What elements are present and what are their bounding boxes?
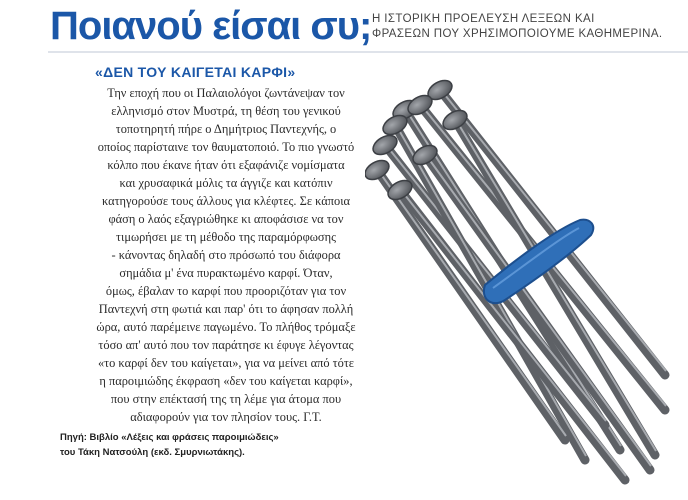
article-source (60, 430, 279, 460)
body-line: τόσο απ' αυτό που τον παράτησε κι έφυγε λέγοντας (98, 338, 354, 352)
subtitle-line: Η ΙΣΤΟΡΙΚΗ ΠΡΟΕΛΕΥΣΗ ΛΕΞΕΩΝ ΚΑΙ (372, 13, 595, 25)
body-line: και χρυσαφικά μόλις τα άγγιζε και κατόπιν (119, 176, 333, 190)
source-line: του Τάκη Νατσούλη (εκδ. Σμυρνιωτάκης). (60, 447, 245, 458)
body-line: κατηγορούσε τους άλλους για κλέφτες. Σε κάποια (101, 194, 351, 208)
page-subtitle (372, 12, 663, 42)
body-line: - κάνοντας δηλαδή στο πρόσωπό του διάφορα (111, 248, 341, 262)
body-line: κόλπο που έκανε ήταν ότι εξαφάνιζε νομίσματα (107, 158, 345, 172)
page-title: Ποιανού είσαι συ; (50, 4, 372, 48)
page-header (0, 0, 688, 60)
body-line: Παντεχνή στη φωτιά και παρ' ότι το άφησαν πολλή (98, 302, 354, 316)
body-line: αδιαφορούν για τον πλησίον τους. Γ.Τ. (130, 410, 322, 424)
body-line: η παροιμιώδης έκφραση «δεν του καίγεται καρφί», (99, 374, 353, 388)
body-line: ελληνισμό στον Μυστρά, τη θέση του γενικού (111, 104, 341, 118)
article-heading: «ΔΕΝ ΤΟΥ ΚΑΙΓΕΤΑΙ ΚΑΡΦΙ» (95, 64, 296, 80)
body-line: Την εποχή που οι Παλαιολόγοι ζωντάνεψαν τον (107, 86, 345, 100)
body-line: ώρα, αυτό παρέμεινε παγωμένο. Το πλήθος τρόμαξε (96, 320, 356, 334)
header-divider (48, 51, 688, 53)
subtitle-line: ΦΡΑΣΕΩΝ ΠΟΥ ΧΡΗΣΙΜΟΠΟΙΟΥΜΕ ΚΑΘΗΜΕΡΙΝΑ. (372, 28, 663, 40)
body-line: οποίος παρίσταινε τον θαυματοποιό. Το πιο γνωστό (97, 140, 355, 154)
body-line: «το καρφί δεν του καίγεται», για να μείνει από τότε (97, 356, 355, 370)
body-line: όμως, έβαλαν το καρφί που προοριζόταν για τον (105, 284, 347, 298)
body-line: σημάδια μ' ένα πυρακτωμένο καρφί. Όταν, (119, 266, 333, 280)
body-line: που στην επέκτασή της τη λέμε για άτομα που (110, 392, 342, 406)
body-line: τιμωρήσει με τη μέθοδο της παραμόρφωσης (116, 230, 336, 244)
article-body (56, 84, 396, 426)
source-line: Πηγή: Βιβλίο «Λέξεις και φράσεις παροιμιώδεις» (60, 432, 279, 443)
body-line: φάση ο λαός εξαγριώθηκε κι αποφάσισε να τον (108, 212, 344, 226)
body-line: τοποτηρητή πήρε ο Δημήτριος Παντεχνής, ο (115, 122, 337, 136)
nails-bundle-icon (365, 60, 688, 500)
